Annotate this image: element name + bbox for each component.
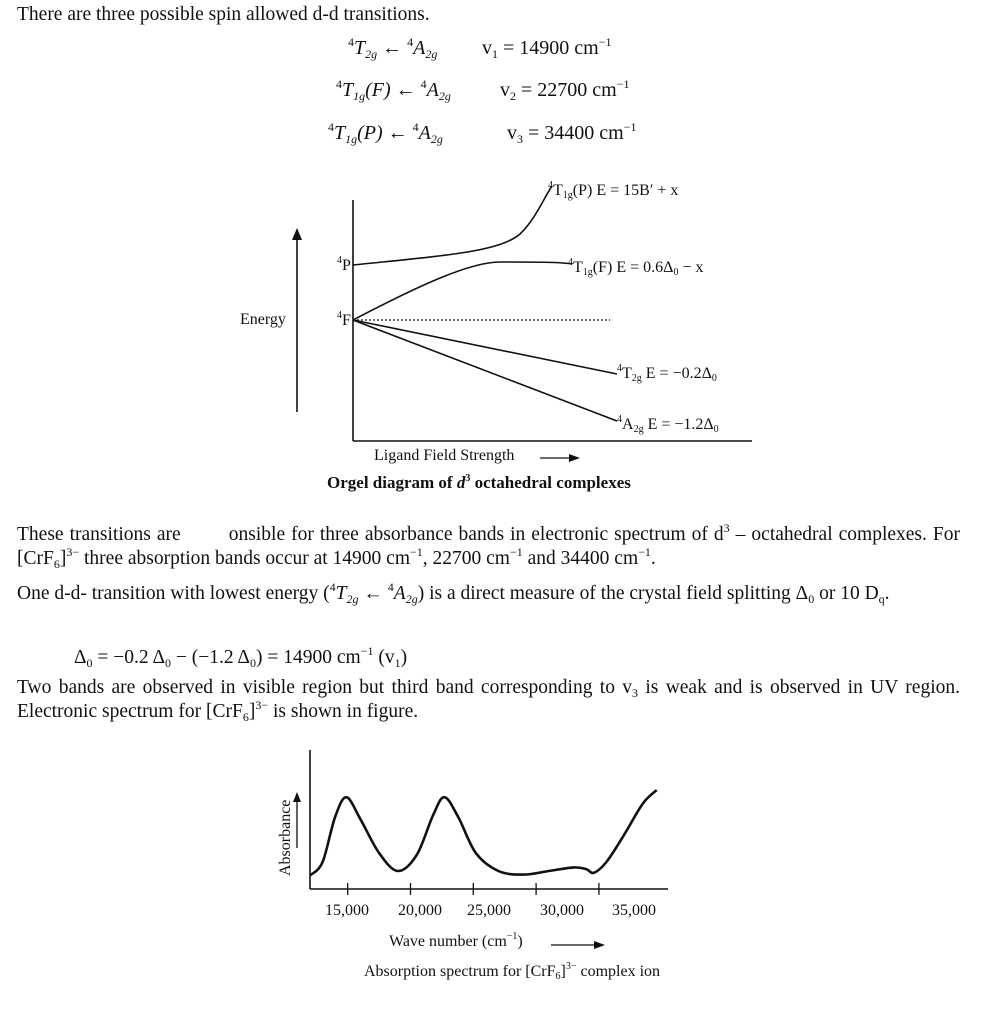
term-p: $^4$P xyxy=(337,255,351,274)
curve-t1g-f xyxy=(353,262,572,320)
delta-equation: $\Delta_0 = -0.2$ $\Delta_0 - (-1.2$ $\Delta_0) = 14900$ $cm^{-1}$ $(v_1)$ xyxy=(74,644,408,670)
energy-label: Energy xyxy=(240,311,286,328)
paragraph-2: One d-d- transition with lowest energy ($^4T_{2g}$ ← $^4A_{2g}$) is a direct measure of the crystal field splitting $\Delta_0$ or 10 $D_q$. xyxy=(17,580,890,606)
spectrum-x-label: Wave number $(cm^{-1})$ xyxy=(389,931,523,950)
state-t2g: $^4T_{2g}$ $E = -0.2\Delta_0$ xyxy=(617,363,717,384)
ligand-arrow-head xyxy=(569,454,580,462)
transition-3-value: $v_3 = 34400$ $cm^{-1}$ xyxy=(507,120,637,146)
tick-label-25000: 25,000 xyxy=(467,902,511,919)
term-f: $^4$F xyxy=(337,310,351,329)
spectrum-caption: Absorption spectrum for $[CrF_6]^{3-}$ complex ion xyxy=(364,961,661,982)
transition-1-value: $v_1 = 14900$ $cm^{-1}$ xyxy=(482,35,612,61)
state-t1g-p: $^4T_{1g}(P) E = 15B' + x$ xyxy=(548,180,679,201)
intro-text: There are three possible spin allowed d-d transitions. xyxy=(17,4,430,25)
tick-label-35000: 35,000 xyxy=(612,902,656,919)
curve-t2g xyxy=(353,320,617,374)
energy-arrow-head xyxy=(292,228,302,240)
paragraph-1: These transitions are onsible for three absorbance bands in electronic spectrum of $d^3$ – octahedral complexes. For $[CrF_6]^{3-}$ three absorption bands occur at 14900 $cm^{-1}$, 22700 $cm^{-1}$ and 34400 $cm^{-1}$. xyxy=(17,521,960,571)
transition-2: $^4T_{1g}(F)$ ← $^4A_{2g}$ xyxy=(336,77,451,103)
state-t1g-f: $^4T_{1g}(F) E = 0.6\Delta_0 - x$ xyxy=(568,257,704,278)
ligand-field-label: Ligand Field Strength xyxy=(374,447,515,464)
spectrum-series-line xyxy=(310,790,657,876)
absorbance-label: Absorbance xyxy=(277,799,294,876)
orgel-caption: Orgel diagram of $d^3$ octahedral complexes xyxy=(327,473,631,492)
wave-number-arrow xyxy=(549,938,609,952)
state-a2g: $^4A_{2g}$ $E = -1.2\Delta_0$ xyxy=(617,414,719,435)
curve-a2g xyxy=(353,320,617,421)
transition-1: $^4T_{2g}$ ← $^4A_{2g}$ xyxy=(348,35,438,61)
paragraph-3: Two bands are observed in visible region but third band corresponding to $v_3$ is weak and is observed in UV region. Electronic spectrum for $[CrF_6]^{3-}$ is shown in figure. xyxy=(17,677,960,724)
tick-label-30000: 30,000 xyxy=(540,902,584,919)
transition-2-value: $v_2 = 22700$ $cm^{-1}$ xyxy=(500,77,630,103)
tick-label-20000: 20,000 xyxy=(398,902,442,919)
transition-3: $^4T_{1g}(P)$ ← $^4A_{2g}$ xyxy=(328,120,443,146)
tick-label-15000: 15,000 xyxy=(325,902,369,919)
orgel-diagram xyxy=(0,0,999,470)
curve-t1g-p xyxy=(353,186,552,265)
